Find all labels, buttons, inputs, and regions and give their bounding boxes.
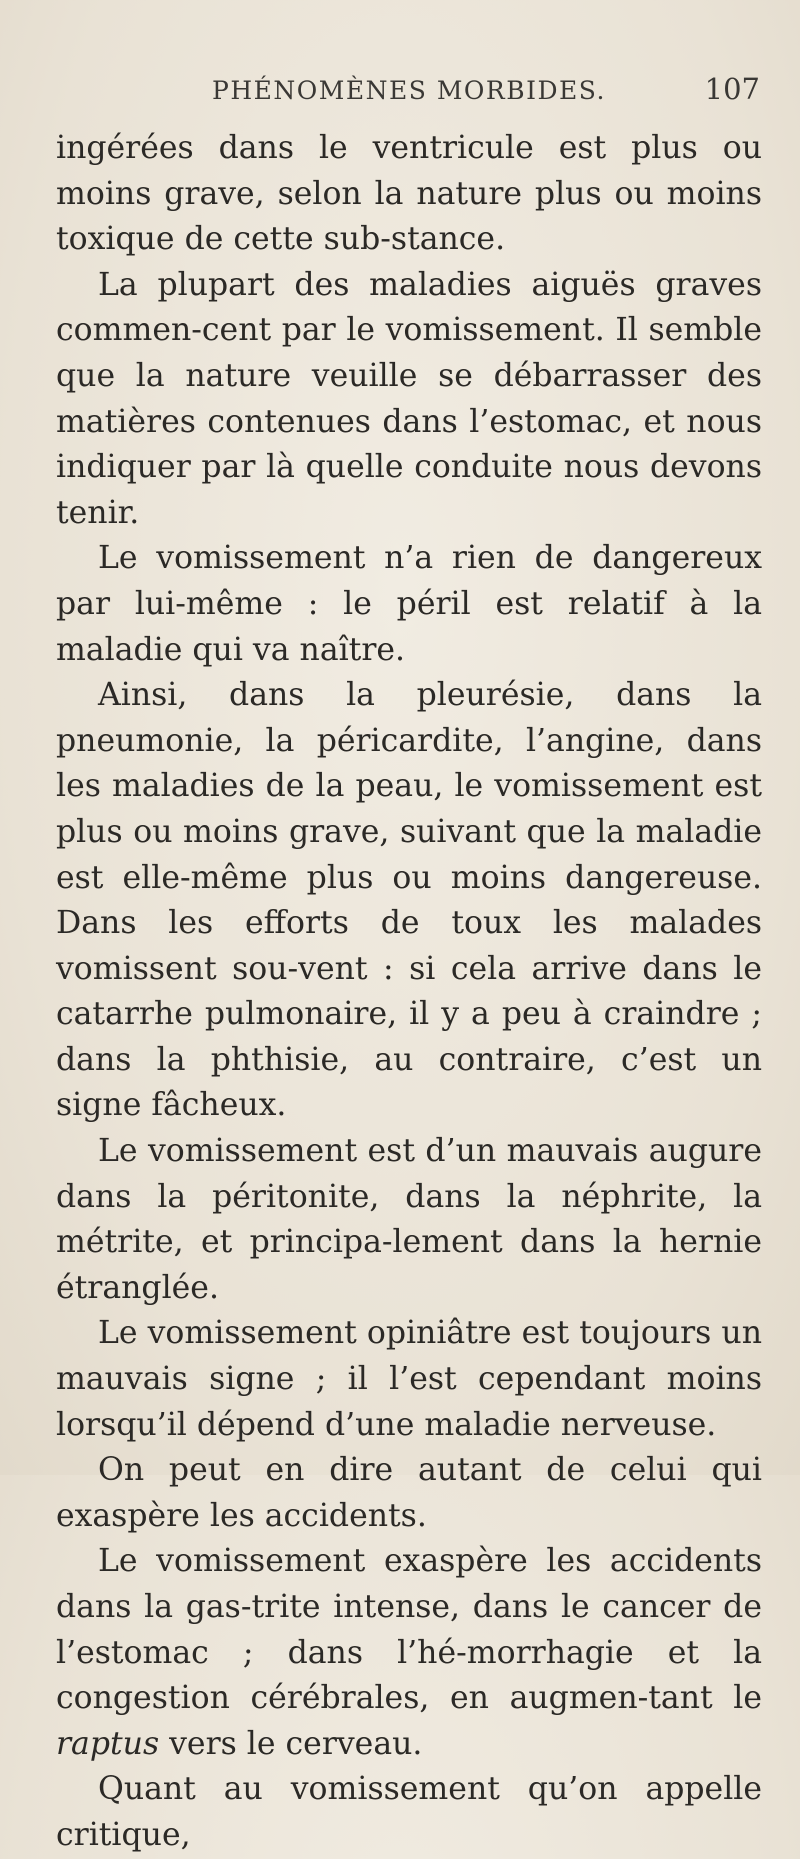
paragraph: La plupart des maladies aiguës graves commen-cent par le vomissement. Il semble que la nature veuille se débarrasser des matières contenues dans l’estomac, et nous indiquer par là quelle conduite nous devons tenir. (56, 266, 762, 531)
paragraph (56, 1539, 762, 1767)
italic-term: raptus (56, 1725, 160, 1762)
paragraph: Le vomissement n’a rien de dangereux par lui-même : le péril est relatif à la maladie qui va naître. (56, 540, 762, 668)
paragraph: Ainsi, dans la pleurésie, dans la pneumonie, la péricardite, l’angine, dans les maladies de la peau, le vomissement est plus ou moins grave, suivant que la maladie est elle-même plus ou moins dangereuse. Dans les efforts de toux les malades vomissent sou-vent : si cela arrive dans le catarrhe pulmonaire, il y a peu à craindre ; dans la phthisie, au contraire, c’est un signe fâcheux. (56, 677, 762, 1124)
paragraph: On peut en dire autant de celui qui exaspère les accidents. (56, 1452, 762, 1534)
paragraph-continuation: ingérées dans le ventricule est plus ou moins grave, selon la nature plus ou moins toxique de cette sub-stance. (56, 130, 762, 258)
running-head (56, 68, 762, 120)
paragraph-text: Le vomissement exaspère les accidents dans la gas-trite intense, dans le cancer de l’estomac ; dans l’hé-morrhagie et la congestion cérébrales, en augmen-tant le (56, 1543, 762, 1717)
paragraph-text: vers le cerveau. (159, 1725, 423, 1762)
running-title: PHÉNOMÈNES MORBIDES. (212, 76, 606, 105)
paragraph: Le vomissement opiniâtre est toujours un mauvais signe ; il l’est cependant moins lorsqu’il dépend d’une maladie nerveuse. (56, 1315, 762, 1443)
page-number: 107 (704, 72, 760, 106)
paragraph: Le vomissement est d’un mauvais augure dans la péritonite, dans la néphrite, la métrite, et principa-lement dans la hernie étranglée. (56, 1133, 762, 1306)
body-text (56, 126, 762, 1859)
paragraph: Quant au vomissement qu’on appelle critique, (56, 1771, 762, 1853)
book-page (56, 68, 762, 1859)
